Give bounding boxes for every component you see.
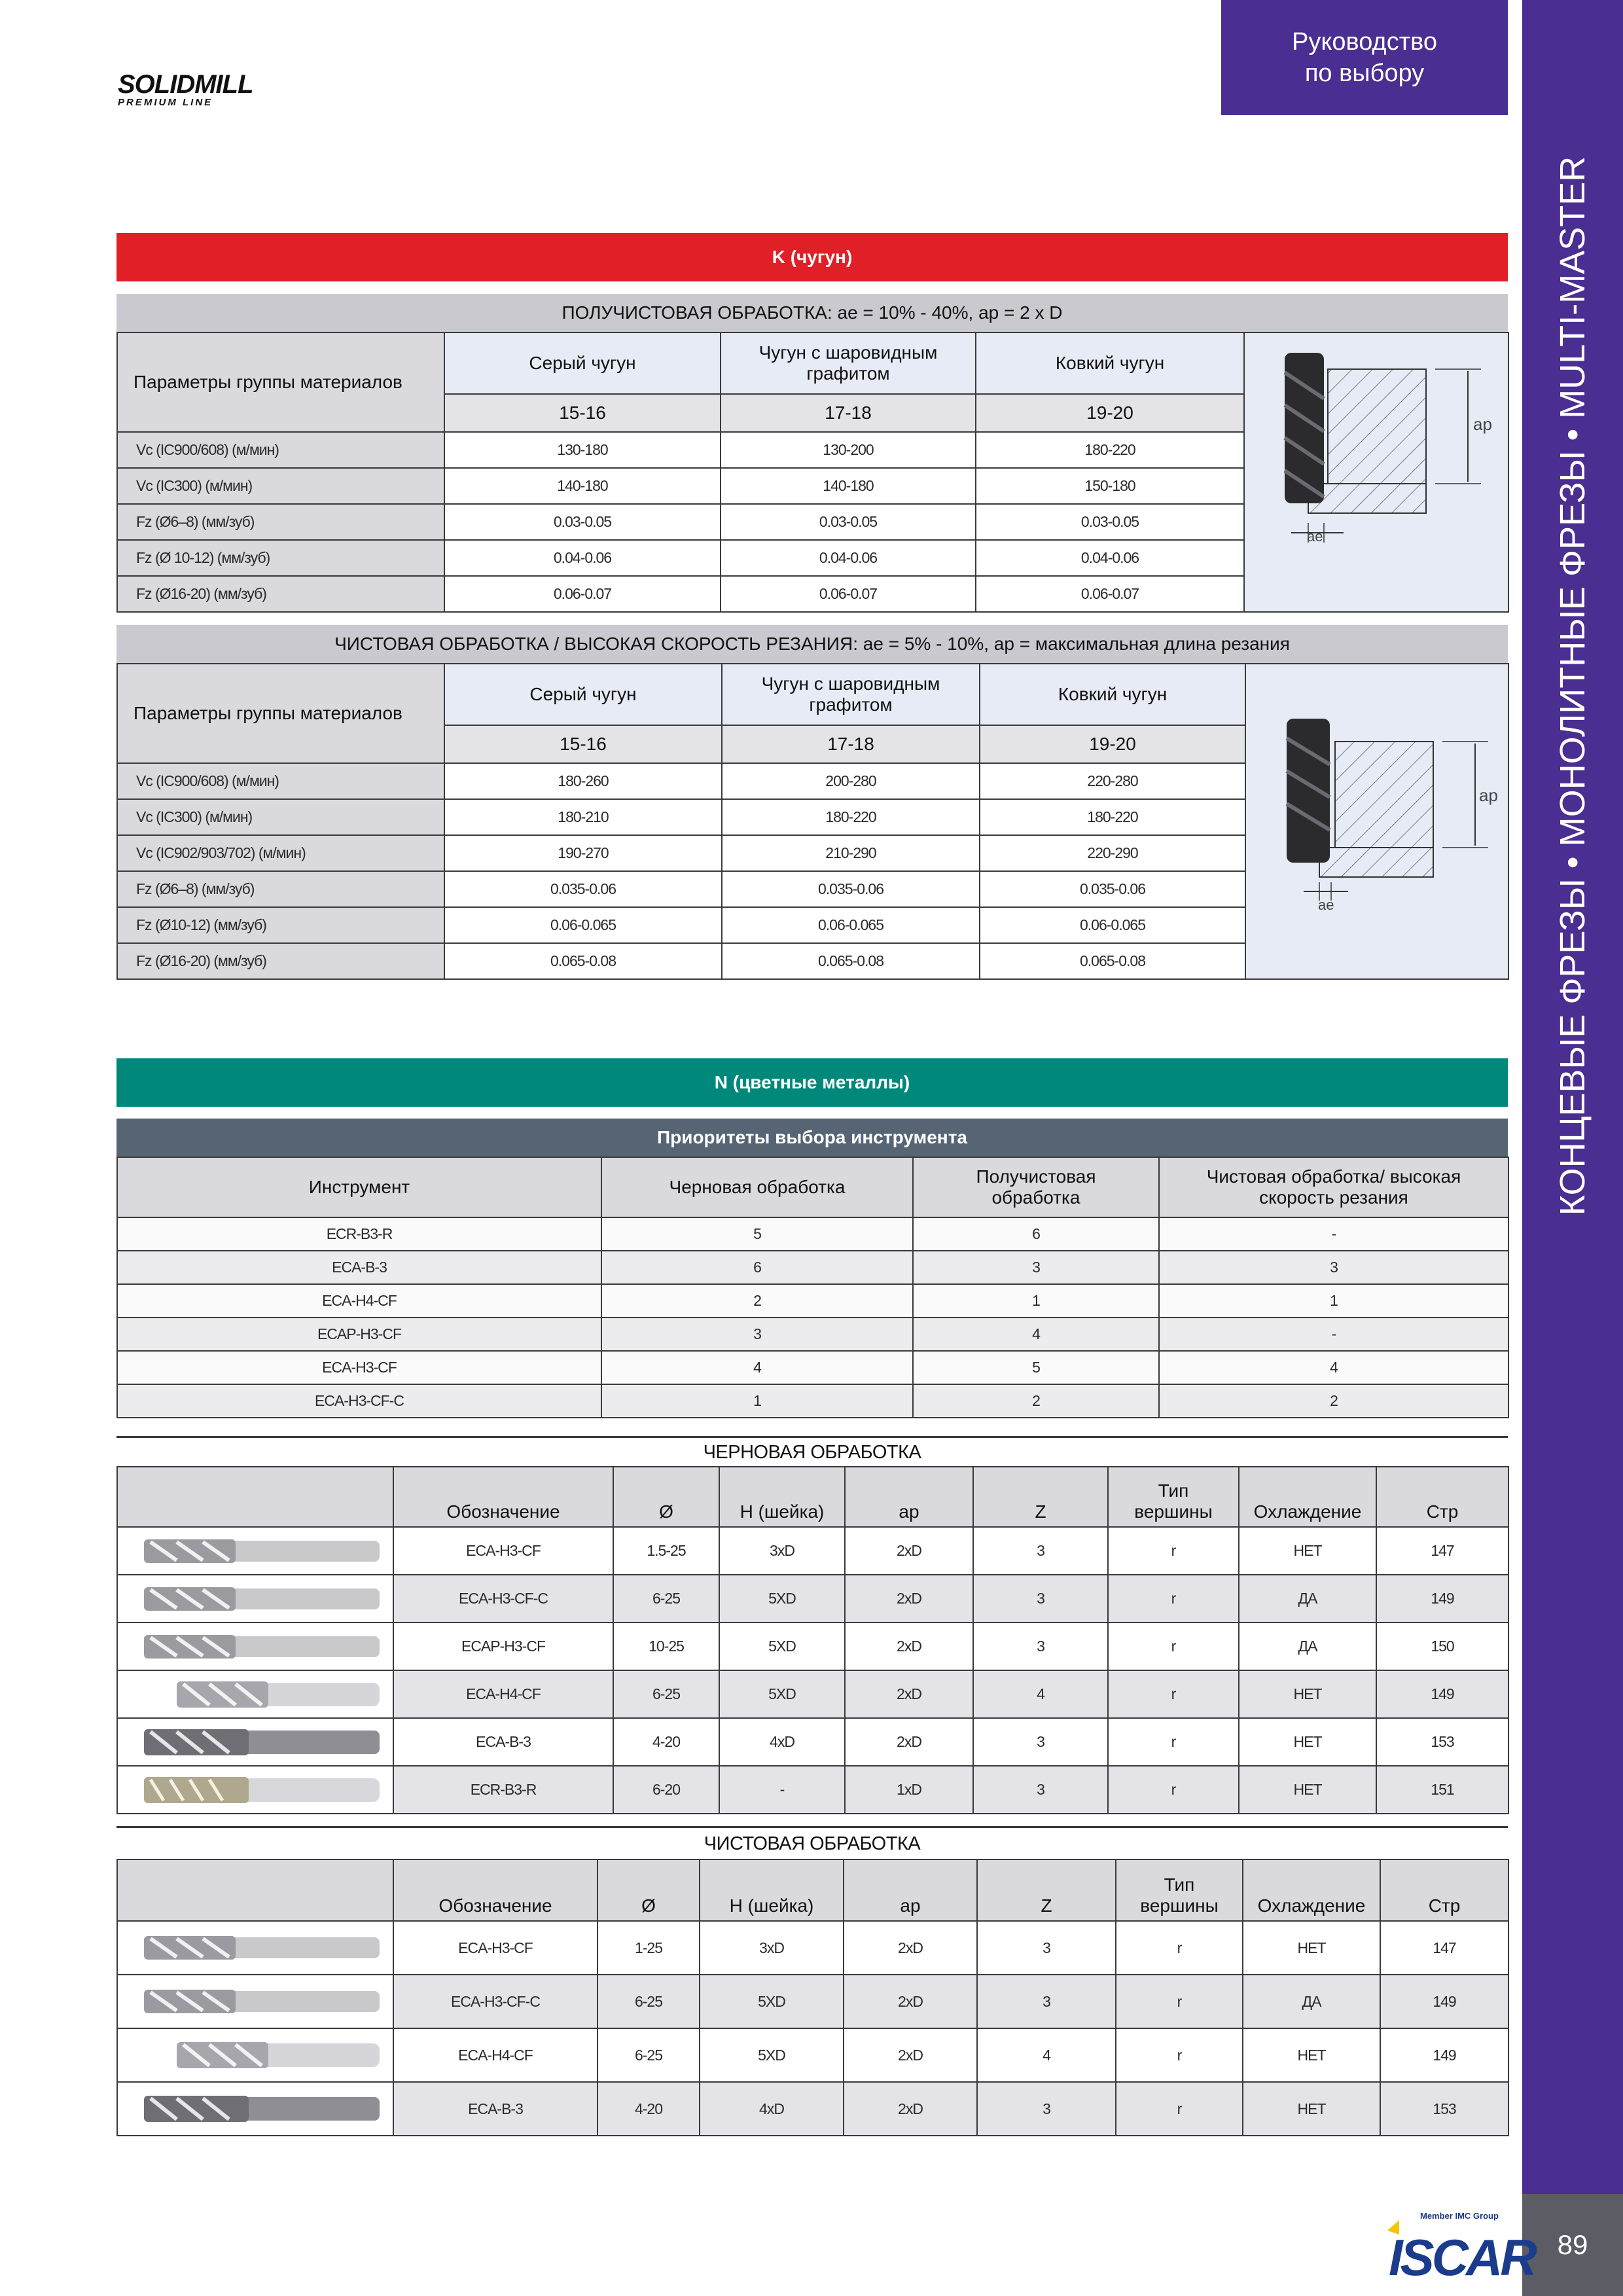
finish-cell: ECA-H3-CF-C	[393, 1975, 597, 2028]
end-mill-image	[117, 2028, 393, 2082]
cell-value: 130-180	[444, 432, 721, 468]
group-number: 17-18	[721, 394, 976, 432]
cell-value: 0.06-0.07	[976, 576, 1244, 612]
cell-value: 0.035-0.06	[444, 871, 722, 907]
svg-text:ISCAR: ISCAR	[1389, 2229, 1535, 2286]
finish-header: H (шейка)	[700, 1859, 844, 1921]
table-row	[117, 2082, 1508, 2136]
group-number: 19-20	[980, 725, 1245, 763]
cell-value: 0.06-0.065	[980, 907, 1245, 943]
end-mill-image	[117, 1623, 393, 1670]
cell-value: 180-220	[980, 799, 1245, 835]
finish-cell: ECA-B-3	[393, 2082, 597, 2136]
cell-value: 0.03-0.05	[976, 504, 1244, 540]
logo-main: SOLIDMILL	[118, 70, 253, 99]
semi-finish-table	[116, 332, 1509, 613]
semi-finish-diagram	[1244, 332, 1508, 612]
cell-value: 0.065-0.08	[722, 943, 980, 979]
group-number: 15-16	[444, 725, 722, 763]
ae-label: ae	[1307, 528, 1323, 545]
rough-cell: 5XD	[719, 1575, 845, 1623]
cell-value: 0.065-0.08	[444, 943, 722, 979]
rough-cell: 3	[973, 1718, 1108, 1766]
finish-cell: r	[1116, 2028, 1243, 2082]
finish-header: Обозначение	[393, 1859, 597, 1921]
rough-header: Обозначение	[393, 1467, 613, 1527]
cell-value: 0.03-0.05	[444, 504, 721, 540]
priority-cell: 5	[913, 1351, 1159, 1384]
table-row	[117, 1766, 1508, 1814]
rough-cell: ECA-B-3	[393, 1718, 613, 1766]
roughing-title: ЧЕРНОВАЯ ОБРАБОТКА	[703, 1442, 921, 1463]
cell-value: 0.06-0.065	[722, 907, 980, 943]
finish-cell: 4-20	[597, 2082, 700, 2136]
finish-cell: 147	[1380, 1921, 1508, 1975]
rough-cell: 5XD	[719, 1623, 845, 1670]
rough-cell: ECA-H4-CF	[393, 1670, 613, 1718]
priority-cell: 6	[913, 1217, 1159, 1251]
cell-value: 200-280	[722, 763, 980, 799]
finish-table	[116, 663, 1509, 980]
finish-header: Стр	[1380, 1859, 1508, 1921]
rough-header: Охлаждение	[1239, 1467, 1376, 1527]
rough-cell: 2xD	[845, 1623, 973, 1670]
priority-header: Черновая обработка	[601, 1157, 913, 1217]
finish-cell: r	[1116, 1921, 1243, 1975]
rough-cell: 6-20	[613, 1766, 719, 1814]
cell-value: 180-220	[976, 432, 1244, 468]
row-label: Fz (Ø 10-12) (мм/зуб)	[117, 540, 444, 576]
priority-cell: -	[1159, 1318, 1508, 1351]
row-label: Fz (Ø10-12) (мм/зуб)	[117, 907, 444, 943]
rough-header: ap	[845, 1467, 973, 1527]
rough-cell: ДА	[1239, 1623, 1376, 1670]
cell-value: 0.06-0.07	[721, 576, 976, 612]
end-mill-image	[117, 2082, 393, 2136]
ap-label: ap	[1473, 414, 1492, 434]
page-number: 89	[1522, 2194, 1623, 2296]
cell-value: 140-180	[444, 468, 721, 504]
finish-cell: ECA-H3-CF	[393, 1921, 597, 1975]
cell-value: 220-290	[980, 835, 1245, 871]
finish-cell: 5XD	[700, 2028, 844, 2082]
row-label: Vc (IC902/903/702) (м/мин)	[117, 835, 444, 871]
guide-line1: Руководство	[1291, 28, 1438, 56]
group-number: 15-16	[444, 394, 721, 432]
rough-cell: ДА	[1239, 1575, 1376, 1623]
rough-cell: r	[1108, 1527, 1239, 1575]
priority-cell: ECA-H4-CF	[117, 1284, 601, 1318]
finish-header: Тип вершины	[1116, 1859, 1243, 1921]
priority-cell: 3	[913, 1251, 1159, 1284]
guide-line2: по выбору	[1304, 60, 1425, 87]
cell-value: 0.035-0.06	[980, 871, 1245, 907]
priority-cell: ECA-H3-CF-C	[117, 1384, 601, 1418]
milling-diagram-icon	[1246, 666, 1508, 974]
cell-value: 0.06-0.07	[444, 576, 721, 612]
finish-cell: 2xD	[844, 2028, 977, 2082]
section-n-title: N (цветные металлы)	[116, 1058, 1508, 1107]
priority-cell: ECR-B3-R	[117, 1217, 601, 1251]
semi-finish-title: ПОЛУЧИСТОВАЯ ОБРАБОТКА: ae = 10% - 40%, ap = 2 x D	[116, 294, 1508, 332]
cell-value: 0.03-0.05	[721, 504, 976, 540]
finish-cell: НЕТ	[1243, 2028, 1380, 2082]
finish-cell: r	[1116, 1975, 1243, 2028]
priority-cell: 5	[601, 1217, 913, 1251]
group-number: 17-18	[722, 725, 980, 763]
milling-diagram-icon	[1245, 333, 1507, 608]
rough-cell: r	[1108, 1670, 1239, 1718]
section-k-title: K (чугун)	[116, 233, 1508, 281]
priority-cell: 4	[601, 1351, 913, 1384]
rough-cell: -	[719, 1766, 845, 1814]
col-header: Серый чугун	[444, 664, 722, 725]
finish-cell: ДА	[1243, 1975, 1380, 2028]
row-label: Fz (Ø16-20) (мм/зуб)	[117, 576, 444, 612]
rough-cell: ECA-H3-CF-C	[393, 1575, 613, 1623]
cell-value: 0.06-0.065	[444, 907, 722, 943]
rough-cell: 6-25	[613, 1670, 719, 1718]
cell-value: 150-180	[976, 468, 1244, 504]
cell-value: 0.035-0.06	[722, 871, 980, 907]
cell-value: 0.04-0.06	[444, 540, 721, 576]
finish-cell: 2xD	[844, 2082, 977, 2136]
finish-header: ap	[844, 1859, 977, 1921]
finish-title: ЧИСТОВАЯ ОБРАБОТКА / ВЫСОКАЯ СКОРОСТЬ РЕЗАНИЯ: ae = 5% - 10%, ap = максимальная длина резания	[116, 625, 1508, 663]
solidmill-logo	[118, 71, 288, 110]
cell-value: 210-290	[722, 835, 980, 871]
rough-cell: 150	[1376, 1623, 1508, 1670]
rough-cell: НЕТ	[1239, 1527, 1376, 1575]
priority-cell: 4	[1159, 1351, 1508, 1384]
row-label: Fz (Ø6–8) (мм/зуб)	[117, 871, 444, 907]
rough-cell: 2xD	[845, 1670, 973, 1718]
finish-cell: 149	[1380, 2028, 1508, 2082]
finish-cell: НЕТ	[1243, 1921, 1380, 1975]
priority-cell: 2	[1159, 1384, 1508, 1418]
side-title: КОНЦЕВЫЕ ФРЕЗЫ • МОНОЛИТНЫЕ ФРЕЗЫ • MULTI-MASTER	[1553, 156, 1592, 1216]
rough-cell: НЕТ	[1239, 1766, 1376, 1814]
rough-cell: 3xD	[719, 1527, 845, 1575]
rough-cell: 1xD	[845, 1766, 973, 1814]
rough-cell: 2xD	[845, 1575, 973, 1623]
rough-cell: 5XD	[719, 1670, 845, 1718]
cell-value: 190-270	[444, 835, 722, 871]
end-mill-image	[117, 1527, 393, 1575]
rough-cell: 10-25	[613, 1623, 719, 1670]
rough-cell: 3	[973, 1766, 1108, 1814]
rough-cell: 6-25	[613, 1575, 719, 1623]
roughing-table	[116, 1466, 1509, 1814]
finishing-table	[116, 1859, 1509, 2136]
rough-cell: 3	[973, 1575, 1108, 1623]
row-label: Vc (IC300) (м/мин)	[117, 799, 444, 835]
end-mill-image	[117, 1575, 393, 1623]
rough-cell: 153	[1376, 1718, 1508, 1766]
finish-cell: 153	[1380, 2082, 1508, 2136]
end-mill-image	[117, 1670, 393, 1718]
finish-header: Z	[977, 1859, 1116, 1921]
priority-cell: 3	[601, 1318, 913, 1351]
rough-cell: 2xD	[845, 1527, 973, 1575]
cell-value: 180-260	[444, 763, 722, 799]
priority-header: Инструмент	[117, 1157, 601, 1217]
priority-cell: ECA-B-3	[117, 1251, 601, 1284]
finish-cell: 5XD	[700, 1975, 844, 2028]
finish-cell: 3	[977, 2082, 1116, 2136]
priority-cell: 1	[913, 1284, 1159, 1318]
rough-cell: 2xD	[845, 1718, 973, 1766]
cell-value: 140-180	[721, 468, 976, 504]
priority-cell: 1	[1159, 1284, 1508, 1318]
finish-cell: 2xD	[844, 1975, 977, 2028]
cell-value: 180-220	[722, 799, 980, 835]
finish-cell: 3	[977, 1975, 1116, 2028]
tool-image-header	[117, 1859, 393, 1921]
table-row	[117, 1623, 1508, 1670]
finish-cell: ECA-H4-CF	[393, 2028, 597, 2082]
rough-cell: r	[1108, 1575, 1239, 1623]
cell-value: 180-210	[444, 799, 722, 835]
finish-cell: 6-25	[597, 1975, 700, 2028]
rough-cell: 4xD	[719, 1718, 845, 1766]
rough-cell: r	[1108, 1718, 1239, 1766]
col-header: Ковкий чугун	[976, 332, 1244, 394]
table-row	[117, 1670, 1508, 1718]
priority-cell: 2	[601, 1284, 913, 1318]
ae-label: ae	[1318, 896, 1334, 913]
rough-cell: НЕТ	[1239, 1718, 1376, 1766]
rough-cell: 3	[973, 1623, 1108, 1670]
finishing-title: ЧИСТОВАЯ ОБРАБОТКА	[704, 1833, 921, 1854]
finish-cell: 1-25	[597, 1921, 700, 1975]
rough-header: Ø	[613, 1467, 719, 1527]
rough-cell: 4	[973, 1670, 1108, 1718]
rough-cell: ECAP-H3-CF	[393, 1623, 613, 1670]
priority-cell: 6	[601, 1251, 913, 1284]
row-label: Fz (Ø16-20) (мм/зуб)	[117, 943, 444, 979]
end-mill-image	[117, 1766, 393, 1814]
finish-header: Ø	[597, 1859, 700, 1921]
tool-image-header	[117, 1467, 393, 1527]
rough-cell: 149	[1376, 1670, 1508, 1718]
logo-sub: PREMIUM LINE	[118, 97, 213, 108]
group-number: 19-20	[976, 394, 1244, 432]
cell-value: 0.04-0.06	[976, 540, 1244, 576]
table-row	[117, 1921, 1508, 1975]
finish-cell: 2xD	[844, 1921, 977, 1975]
finish-header: Охлаждение	[1243, 1859, 1380, 1921]
table-row	[117, 1527, 1508, 1575]
rough-cell: 147	[1376, 1527, 1508, 1575]
priority-cell: 2	[913, 1384, 1159, 1418]
col-header: Чугун с шаровидным графитом	[721, 332, 976, 394]
finish-diagram	[1245, 664, 1508, 979]
iscar-mark-icon	[1386, 2211, 1535, 2286]
priority-cell: ECAP-H3-CF	[117, 1318, 601, 1351]
priority-cell: -	[1159, 1217, 1508, 1251]
finish-cell: 6-25	[597, 2028, 700, 2082]
priority-table	[116, 1157, 1509, 1418]
rough-header: Z	[973, 1467, 1108, 1527]
end-mill-image	[117, 1921, 393, 1975]
rough-header: Стр	[1376, 1467, 1508, 1527]
priority-header: Чистовая обработка/ высокая скорость резания	[1159, 1157, 1508, 1217]
ap-label: ap	[1479, 785, 1498, 805]
table-row	[117, 2028, 1508, 2082]
rough-cell: ECR-B3-R	[393, 1766, 613, 1814]
param-label: Параметры группы материалов	[117, 664, 444, 763]
priority-title: Приоритеты выбора инструмента	[116, 1119, 1508, 1157]
table-row	[117, 1575, 1508, 1623]
col-header: Ковкий чугун	[980, 664, 1245, 725]
finish-cell: r	[1116, 2082, 1243, 2136]
rough-cell: r	[1108, 1766, 1239, 1814]
selection-guide-badge	[1221, 0, 1508, 115]
row-label: Fz (Ø6–8) (мм/зуб)	[117, 504, 444, 540]
finish-cell: 4	[977, 2028, 1116, 2082]
priority-cell: ECA-H3-CF	[117, 1351, 601, 1384]
rough-header: H (шейка)	[719, 1467, 845, 1527]
end-mill-image	[117, 1718, 393, 1766]
priority-cell: 3	[1159, 1251, 1508, 1284]
finish-cell: НЕТ	[1243, 2082, 1380, 2136]
table-row	[117, 1718, 1508, 1766]
iscar-logo	[1386, 2211, 1535, 2286]
col-header: Чугун с шаровидным графитом	[722, 664, 980, 725]
finish-cell: 4xD	[700, 2082, 844, 2136]
priority-cell: 4	[913, 1318, 1159, 1351]
priority-cell: 1	[601, 1384, 913, 1418]
rough-cell: ECA-H3-CF	[393, 1527, 613, 1575]
col-header: Серый чугун	[444, 332, 721, 394]
row-label: Vc (IC900/608) (м/мин)	[117, 763, 444, 799]
rough-header: Тип вершины	[1108, 1467, 1239, 1527]
rough-cell: 151	[1376, 1766, 1508, 1814]
rough-cell: r	[1108, 1623, 1239, 1670]
finish-cell: 3	[977, 1921, 1116, 1975]
table-row	[117, 1975, 1508, 2028]
priority-header: Получистовая обработка	[913, 1157, 1159, 1217]
finish-cell: 149	[1380, 1975, 1508, 2028]
brand-tagline: Member IMC Group	[1420, 2211, 1499, 2221]
cell-value: 0.04-0.06	[721, 540, 976, 576]
cell-value: 220-280	[980, 763, 1245, 799]
cell-value: 0.065-0.08	[980, 943, 1245, 979]
param-label: Параметры группы материалов	[117, 332, 444, 432]
rough-cell: НЕТ	[1239, 1670, 1376, 1718]
rough-cell: 1.5-25	[613, 1527, 719, 1575]
row-label: Vc (IC900/608) (м/мин)	[117, 432, 444, 468]
rough-cell: 3	[973, 1527, 1108, 1575]
rough-cell: 4-20	[613, 1718, 719, 1766]
end-mill-image	[117, 1975, 393, 2028]
cell-value: 130-200	[721, 432, 976, 468]
finish-cell: 3xD	[700, 1921, 844, 1975]
row-label: Vc (IC300) (м/мин)	[117, 468, 444, 504]
rough-cell: 149	[1376, 1575, 1508, 1623]
